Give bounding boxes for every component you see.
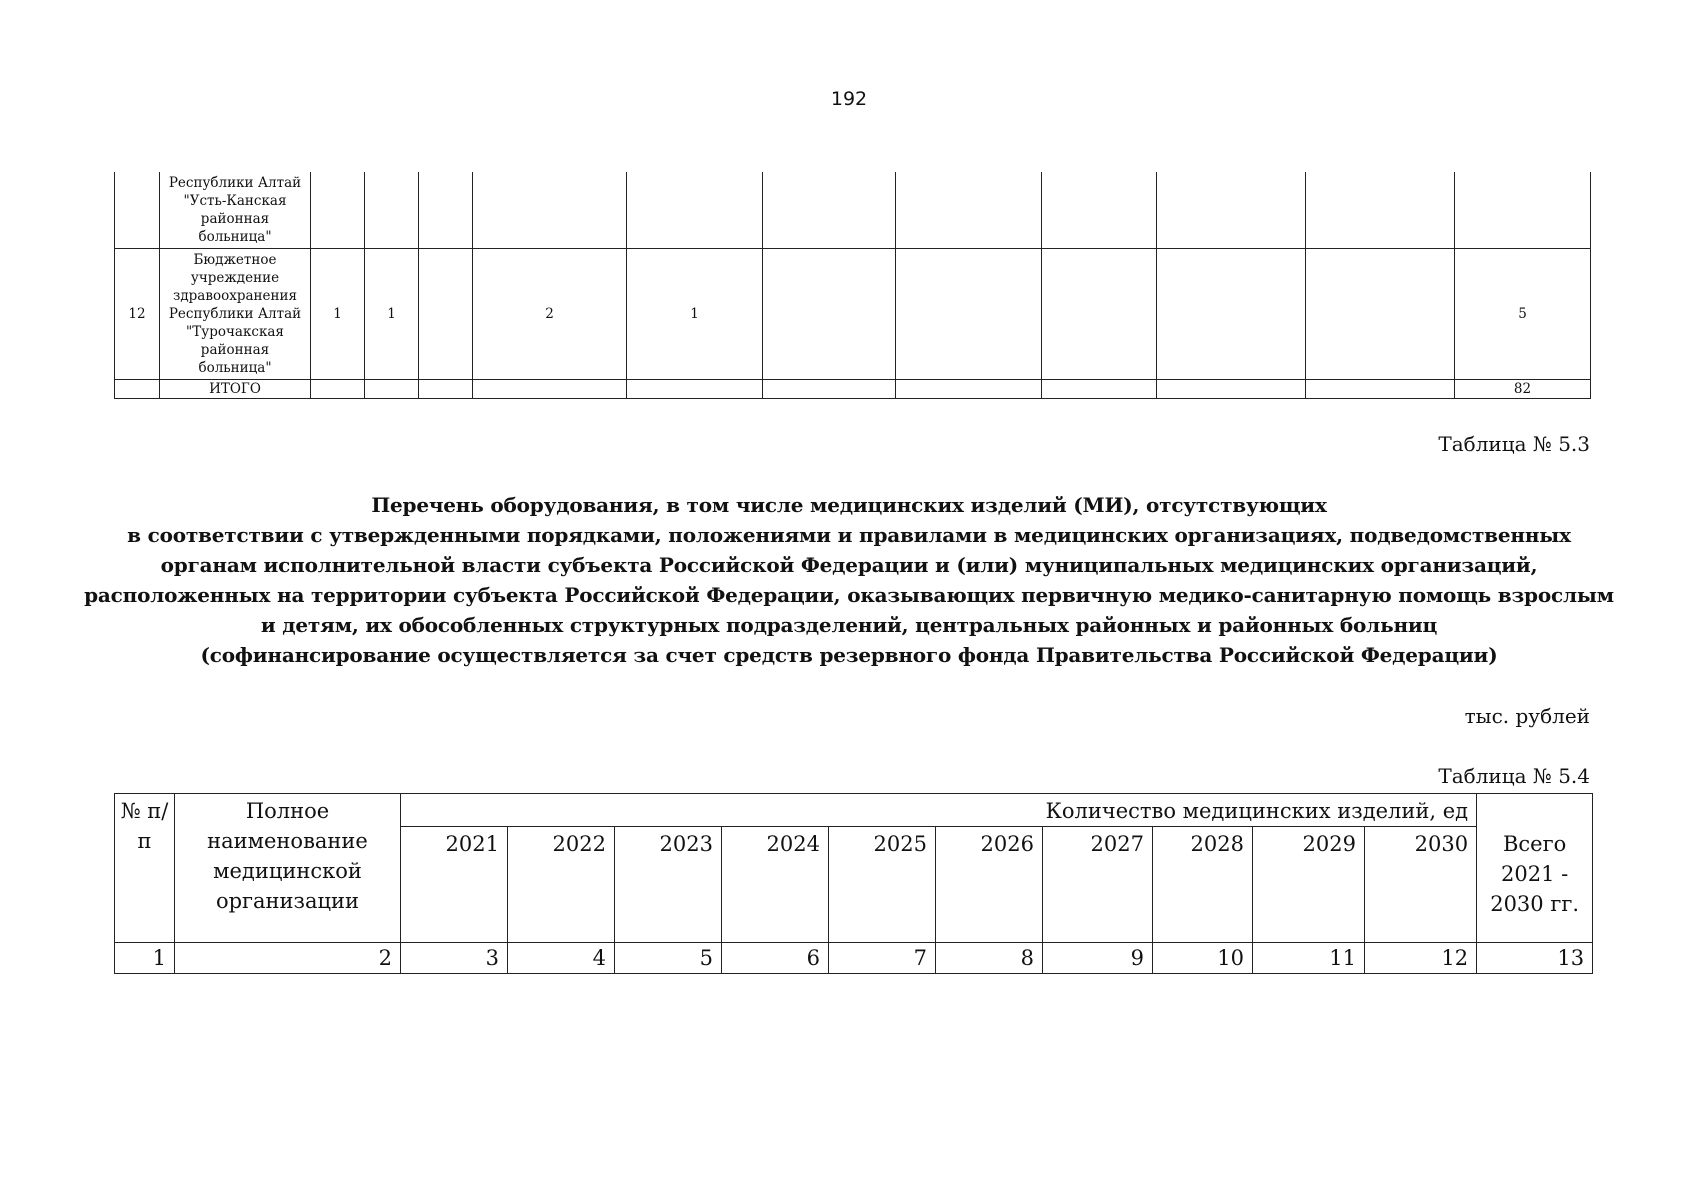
org-name-line: районная [200,211,270,227]
table-row [115,380,1591,399]
header-num: № п/п [115,794,175,943]
column-number: 12 [1365,943,1477,974]
org-name-cell [160,249,311,380]
column-number: 2 [175,943,401,974]
bottom-table [114,793,1593,974]
units-label: тыс. рублей [1464,704,1590,728]
header-total: Всего 2021 - 2030 гг. [1477,827,1593,943]
org-name-line: Бюджетное [193,252,277,268]
org-name-line: больница" [198,360,272,376]
top-table [114,172,1591,399]
column-number: 6 [722,943,829,974]
header-year: 2028 [1153,827,1253,943]
header-year: 2023 [615,827,722,943]
org-name-line: "Усть-Канская [183,193,287,209]
column-number: 8 [936,943,1043,974]
column-number: 1 [115,943,175,974]
title-line: в соответствии с утвержденными порядками, положениями и правилами в медицинских организациях, подведомственных [127,523,1571,547]
total-label: ИТОГО [160,380,311,399]
org-name-line: Республики Алтай [168,306,302,322]
column-number: 5 [615,943,722,974]
cell-total: 5 [1455,249,1591,380]
header-year: 2025 [829,827,936,943]
header-year: 2021 [401,827,508,943]
column-number: 13 [1477,943,1593,974]
cell-value: 1 [311,249,365,380]
header-year: 2027 [1043,827,1153,943]
grand-total: 82 [1455,380,1591,399]
org-name-line: районная [200,342,270,358]
header-year: 2024 [722,827,829,943]
row-number: 12 [115,249,160,380]
header-quantity: Количество медицинских изделий, ед [401,794,1477,827]
column-number: 4 [508,943,615,974]
org-name-cell [160,172,311,249]
header-year: 2022 [508,827,615,943]
header-year: 2029 [1253,827,1365,943]
header-row [115,794,1593,827]
org-name-line: здравоохранения [172,288,298,304]
cell-value: 1 [365,249,419,380]
column-number: 9 [1043,943,1153,974]
column-number: 11 [1253,943,1365,974]
org-name-line: учреждение [190,270,280,286]
page-number: 192 [830,88,868,110]
document-title [0,490,1698,670]
title-line: (софинансирование осуществляется за счет средств резервного фонда Правительства Российской Федерации) [200,643,1498,667]
cell-value: 1 [627,249,763,380]
title-line: и детям, их обособленных структурных подразделений, центральных районных и районных больниц [260,613,1438,637]
table-caption-5-4: Таблица № 5.4 [1438,764,1590,788]
cell-value: 2 [473,249,627,380]
table-row [115,249,1591,380]
header-year: 2026 [936,827,1043,943]
column-number: 3 [401,943,508,974]
title-line: расположенных на территории субъекта Российской Федерации, оказывающих первичную медико-санитарную помощь взрослым [84,583,1614,607]
org-name-line: Республики Алтай [168,175,302,191]
org-name-line: больница" [198,229,272,245]
title-line: органам исполнительной власти субъекта Российской Федерации и (или) муниципальных медицинских организаций, [160,553,1538,577]
header-year: 2030 [1365,827,1477,943]
column-numbers-row [115,943,1593,974]
column-number: 10 [1153,943,1253,974]
column-number: 7 [829,943,936,974]
table-row [115,172,1591,249]
header-org-name: Полное наименование медицинской организации [175,794,401,943]
title-line: Перечень оборудования, в том числе медицинских изделий (МИ), отсутствующих [371,493,1327,517]
org-name-line: "Турочакская [186,324,284,340]
table-caption-5-3: Таблица № 5.3 [1438,432,1590,456]
